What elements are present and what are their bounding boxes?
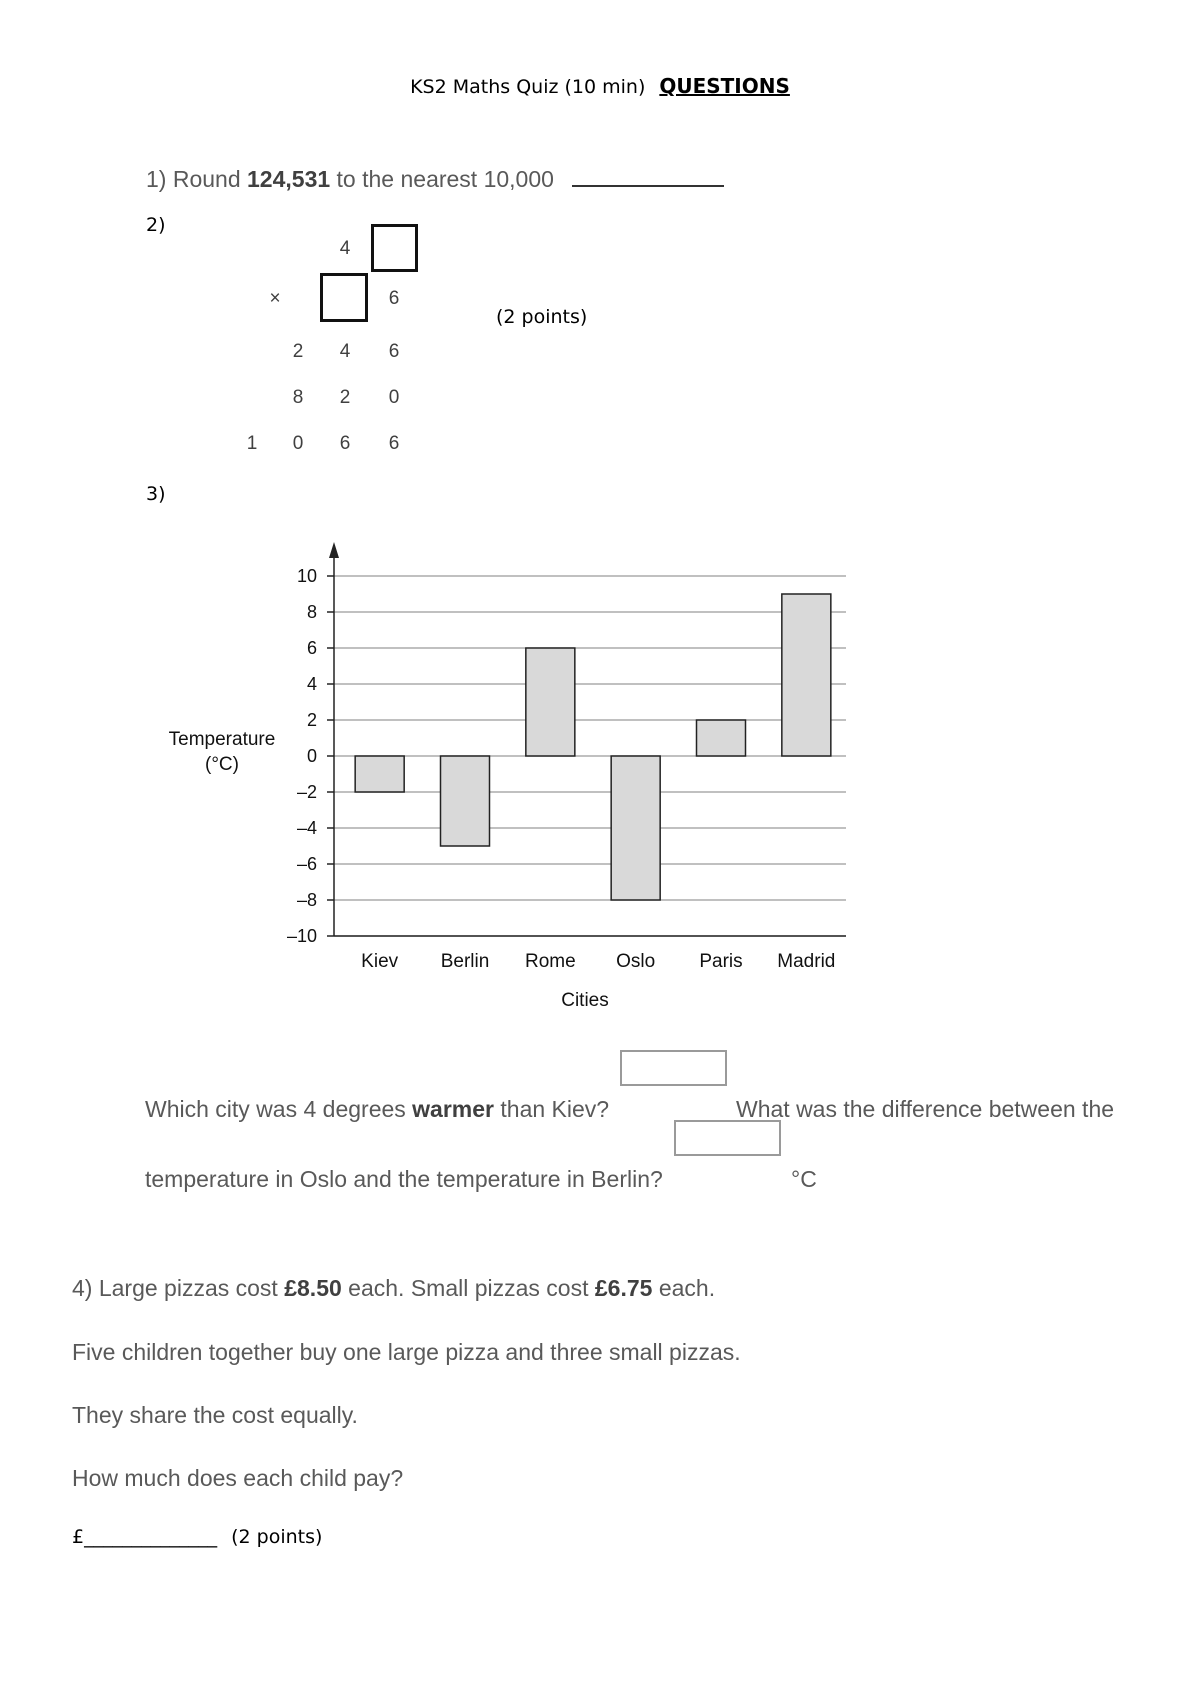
chart-y-ticks <box>287 566 317 946</box>
x-tick-label: Berlin <box>440 951 490 972</box>
y-axis-label: Temperature <box>168 729 276 750</box>
x-tick-label: Kiev <box>361 951 399 972</box>
y-tick-label: 8 <box>306 602 317 622</box>
digit: 6 <box>388 433 400 454</box>
q4-text-end: each. <box>652 1275 716 1301</box>
questions-heading: QUESTIONS <box>659 74 790 98</box>
x-tick-label: Paris <box>699 951 743 972</box>
digit: 0 <box>388 387 400 408</box>
q3-question-b-line2: temperature in Oslo and the temperature in Berlin? <box>145 1166 663 1192</box>
q2-points: (2 points) <box>496 306 588 328</box>
q4-points: (2 points) <box>231 1526 323 1548</box>
q1-number: 124,531 <box>247 166 331 192</box>
q3-label: 3) <box>146 483 166 505</box>
digit: 2 <box>339 387 351 408</box>
q3a-text: Which city was 4 degrees <box>145 1096 413 1122</box>
q2-label: 2) <box>146 214 166 236</box>
digit: 6 <box>388 288 400 309</box>
bar-berlin <box>441 756 490 846</box>
q4-text-mid: each. Small pizzas cost <box>341 1275 595 1301</box>
q4-line2: Five children together buy one large pizza and three small pizzas. <box>72 1339 741 1365</box>
digit: 0 <box>292 433 304 454</box>
x-tick-label: Oslo <box>616 951 656 972</box>
bar-madrid <box>782 594 831 756</box>
pound-sign: £ <box>72 1526 85 1548</box>
y-tick-label: 10 <box>296 566 317 586</box>
x-tick-label: Rome <box>524 951 576 972</box>
chart-axes <box>327 542 846 936</box>
y-tick-label: 4 <box>306 674 317 694</box>
small-pizza-price: £6.75 <box>594 1275 653 1301</box>
q4-text: 4) Large pizzas cost <box>72 1275 285 1301</box>
x-axis-label: Cities <box>561 990 609 1011</box>
chart-bars <box>355 594 831 900</box>
y-tick-label: –10 <box>286 926 317 946</box>
times-sign: × <box>269 288 281 309</box>
y-tick-label: 0 <box>306 746 317 766</box>
q3-question-b-line1: What was the difference between the <box>736 1096 1115 1122</box>
y-tick-label: –8 <box>296 890 317 910</box>
q4-line1 <box>72 1275 715 1302</box>
digit: 8 <box>292 387 304 408</box>
q1-prefix: 1) Round <box>146 166 248 192</box>
quiz-title: KS2 Maths Quiz (10 min) <box>410 76 646 98</box>
bar-kiev <box>355 756 404 792</box>
y-axis-arrow <box>329 542 339 558</box>
digit: 1 <box>246 433 258 454</box>
digit: 2 <box>292 341 304 362</box>
bar-rome <box>526 648 575 756</box>
digit: 6 <box>339 433 351 454</box>
degree-unit: °C <box>791 1166 817 1192</box>
y-tick-label: 2 <box>306 710 317 730</box>
q4-line3: They share the cost equally. <box>72 1402 358 1428</box>
y-tick-label: –2 <box>296 782 317 802</box>
bar-oslo <box>611 756 660 900</box>
warmer-city-answer-box[interactable] <box>620 1050 727 1086</box>
q4-line4: How much does each child pay? <box>72 1465 404 1491</box>
chart-grid <box>334 576 846 936</box>
y-tick-label: 6 <box>306 638 317 658</box>
q3a-bold: warmer <box>412 1096 494 1122</box>
digit: 6 <box>388 341 400 362</box>
q4-answer-line[interactable]: ______________ <box>84 1526 218 1548</box>
q4-answer[interactable] <box>72 1526 322 1548</box>
digit: 4 <box>339 238 351 259</box>
y-axis-label-unit: (°C) <box>205 754 239 775</box>
temperature-difference-answer-box[interactable] <box>674 1120 781 1156</box>
q3a-text-end: than Kiev? <box>494 1096 610 1122</box>
bar-paris <box>697 720 746 756</box>
q1-suffix: to the nearest 10,000 <box>330 166 554 192</box>
x-tick-label: Madrid <box>777 951 836 972</box>
chart-x-labels <box>361 951 835 972</box>
large-pizza-price: £8.50 <box>284 1275 342 1301</box>
digit: 4 <box>339 341 351 362</box>
y-tick-label: –6 <box>296 854 317 874</box>
y-tick-label: –4 <box>296 818 317 838</box>
q3-question-a <box>145 1096 609 1123</box>
